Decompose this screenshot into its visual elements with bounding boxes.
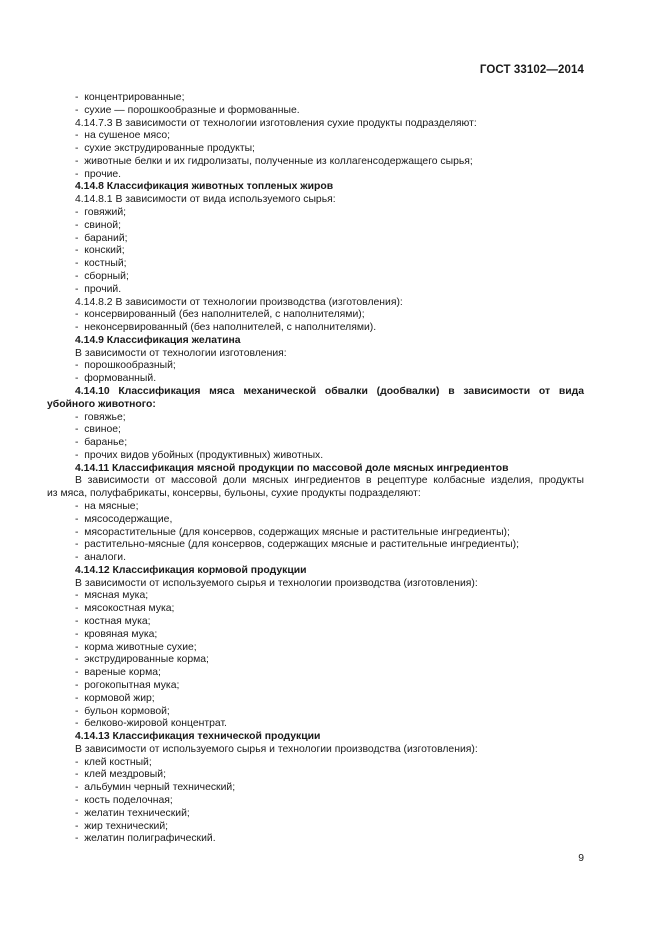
list-item: - желатин технический;: [47, 808, 584, 821]
list-item: - формованный.: [47, 373, 584, 386]
section-heading: 4.14.9 Классификация желатина: [75, 334, 241, 346]
list-item: - порошкообразный;: [47, 360, 584, 373]
list-item: - неконсервированный (без наполнителей, с наполнителями).: [47, 322, 584, 335]
paragraph-line: В зависимости от массовой доли мясных ингредиентов в рецептуре колбасные изделия, продукты: [75, 475, 584, 487]
list-item: - клей мездровый;: [47, 769, 584, 782]
list-item: - бараний;: [47, 233, 584, 246]
list-item: - рогокопытная мука;: [47, 680, 584, 693]
paragraph-line: 4.14.8.2 В зависимости от технологии производства (изготовления):: [75, 296, 403, 308]
list-item: - баранье;: [47, 437, 584, 450]
list-item: - консервированный (без наполнителей, с наполнителями);: [47, 309, 584, 322]
section-heading: 4.14.13 Классификация технической продукции: [75, 731, 321, 743]
paragraph-line: В зависимости от используемого сырья и технологии производства (изготовления):: [75, 577, 478, 589]
list-item: - прочий.: [47, 284, 584, 297]
list-item: - говяжий;: [47, 207, 584, 220]
list-item: - конский;: [47, 245, 584, 258]
list-item: - животные белки и их гидролизаты, полученные из коллагенсодержащего сырья;: [47, 156, 584, 169]
list-item: - желатин полиграфический.: [47, 833, 584, 846]
list-item: - сборный;: [47, 271, 584, 284]
paragraph-line: из мяса, полуфабрикаты, консервы, бульоны, сухие продукты подразделяют:: [47, 488, 421, 500]
paragraph-line: 4.14.7.3 В зависимости от технологии изготовления сухие продукты подразделяют:: [75, 117, 477, 129]
list-item: - свиное;: [47, 424, 584, 437]
list-item: - жир технический;: [47, 821, 584, 834]
section-heading: 4.14.8 Классификация животных топленых жиров: [75, 181, 334, 193]
list-item: - кость поделочная;: [47, 795, 584, 808]
list-item: - кормовой жир;: [47, 693, 584, 706]
paragraph-line: В зависимости от используемого сырья и технологии производства (изготовления):: [75, 743, 478, 755]
list-item: - альбумин черный технический;: [47, 782, 584, 795]
list-item: - сухие — порошкообразные и формованные.: [47, 105, 584, 118]
list-item: - вареные корма;: [47, 667, 584, 680]
list-item: - белково-жировой концентрат.: [47, 718, 584, 731]
list-item: - говяжье;: [47, 412, 584, 425]
paragraph-line: В зависимости от технологии изготовления:: [75, 347, 287, 359]
list-item: - мясокостная мука;: [47, 603, 584, 616]
list-item: - концентрированные;: [47, 92, 584, 105]
list-item: - растительно-мясные (для консервов, содержащих мясные и растительные ингредиенты);: [47, 539, 584, 552]
document-body: [47, 92, 584, 846]
list-item: - прочих видов убойных (продуктивных) животных.: [47, 450, 584, 463]
page-number: 9: [578, 853, 584, 864]
list-item: - костная мука;: [47, 616, 584, 629]
list-item: - аналоги.: [47, 552, 584, 565]
list-item: - бульон кормовой;: [47, 706, 584, 719]
section-heading: 4.14.11 Классификация мясной продукции по массовой доле мясных ингредиентов: [75, 462, 509, 474]
list-item: - клей костный;: [47, 757, 584, 770]
list-item: - на сушеное мясо;: [47, 130, 584, 143]
document-header: ГОСТ 33102—2014: [479, 64, 584, 76]
paragraph-line: 4.14.8.1 В зависимости от вида используемого сырья:: [75, 194, 336, 206]
list-item: - сухие экструдированные продукты;: [47, 143, 584, 156]
list-item: - прочие.: [47, 169, 584, 182]
list-item: - кровяная мука;: [47, 629, 584, 642]
list-item: - костный;: [47, 258, 584, 271]
list-item: - мясосодержащие,: [47, 514, 584, 527]
list-item: - экструдированные корма;: [47, 654, 584, 667]
list-item: - мясная мука;: [47, 590, 584, 603]
section-heading: 4.14.10 Классификация мяса механической обвалки (дообвалки) в зависимости от вида: [75, 385, 584, 397]
list-item: - мясорастительные (для консервов, содержащих мясные и растительные ингредиенты);: [47, 527, 584, 540]
section-heading: убойного животного:: [47, 398, 156, 410]
list-item: - корма животные сухие;: [47, 642, 584, 655]
list-item: - на мясные;: [47, 501, 584, 514]
list-item: - свиной;: [47, 220, 584, 233]
section-heading: 4.14.12 Классификация кормовой продукции: [75, 564, 307, 576]
